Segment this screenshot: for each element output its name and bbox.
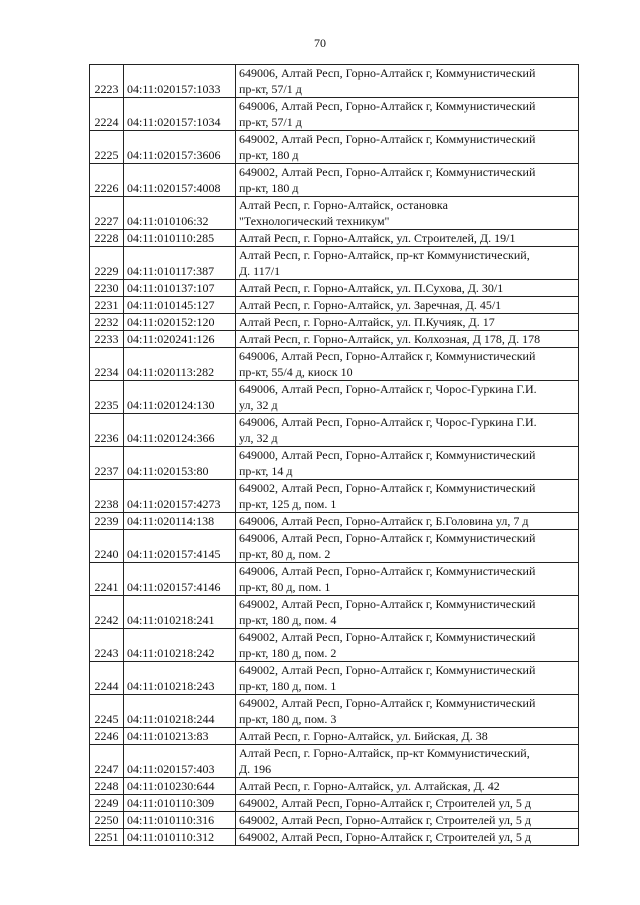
table-row	[90, 829, 579, 846]
address-cell	[236, 247, 579, 280]
table-row	[90, 65, 579, 98]
row-number-cell: 2226	[90, 164, 124, 197]
row-number-cell: 2227	[90, 197, 124, 230]
address-cell	[236, 745, 579, 778]
address-line: Алтай Респ, г. Горно-Алтайск, ул. П.Кучияк, Д. 17	[239, 315, 495, 329]
row-number-cell: 2251	[90, 829, 124, 846]
row-number-cell: 2246	[90, 728, 124, 745]
address-line: 649006, Алтай Респ, Горно-Алтайск г, Чорос-Гуркина Г.И.	[239, 415, 537, 429]
row-number-cell: 2247	[90, 745, 124, 778]
table-row	[90, 563, 579, 596]
row-number-cell: 2250	[90, 812, 124, 829]
address-cell	[236, 164, 579, 197]
address-line: пр-кт, 180 д	[239, 181, 299, 195]
cadastral-number-cell: 04:11:010117:387	[124, 247, 236, 280]
table-row	[90, 629, 579, 662]
address-line: пр-кт, 55/4 д, киоск 10	[239, 365, 353, 379]
table-row	[90, 596, 579, 629]
address-line: Алтай Респ, г. Горно-Алтайск, пр-кт Коммунистический,	[239, 248, 530, 262]
address-line: пр-кт, 80 д, пом. 1	[239, 580, 331, 594]
address-line: Д. 117/1	[239, 264, 281, 278]
address-line: Алтай Респ, г. Горно-Алтайск, ул. П.Сухова, Д. 30/1	[239, 281, 504, 295]
table-row	[90, 131, 579, 164]
table-row	[90, 447, 579, 480]
address-cell	[236, 98, 579, 131]
row-number-cell: 2235	[90, 381, 124, 414]
row-number-cell: 2224	[90, 98, 124, 131]
address-cell	[236, 314, 579, 331]
address-line: ул, 32 д	[239, 398, 278, 412]
row-number-cell: 2244	[90, 662, 124, 695]
row-number-cell: 2238	[90, 480, 124, 513]
row-number-cell: 2225	[90, 131, 124, 164]
address-line: пр-кт, 180 д, пом. 2	[239, 646, 337, 660]
row-number-cell: 2248	[90, 778, 124, 795]
address-cell	[236, 414, 579, 447]
address-line: пр-кт, 57/1 д	[239, 115, 302, 129]
table-row	[90, 695, 579, 728]
row-number-cell: 2223	[90, 65, 124, 98]
cadastral-number-cell: 04:11:020157:4008	[124, 164, 236, 197]
address-line: Алтай Респ, г. Горно-Алтайск, пр-кт Коммунистический,	[239, 746, 530, 760]
address-cell	[236, 596, 579, 629]
address-line: 649006, Алтай Респ, Горно-Алтайск г, Коммунистический	[239, 531, 536, 545]
address-line: 649006, Алтай Респ, Горно-Алтайск г, Коммунистический	[239, 349, 536, 363]
row-number-cell: 2242	[90, 596, 124, 629]
cadastral-number-cell: 04:11:010230:644	[124, 778, 236, 795]
row-number-cell: 2233	[90, 331, 124, 348]
cadastral-number-cell: 04:11:020157:3606	[124, 131, 236, 164]
cadastral-number-cell: 04:11:010218:243	[124, 662, 236, 695]
table-row	[90, 662, 579, 695]
registry-body	[90, 65, 579, 846]
page-number: 70	[314, 36, 326, 50]
row-number-cell: 2240	[90, 530, 124, 563]
table-row	[90, 314, 579, 331]
cadastral-number-cell: 04:11:010213:83	[124, 728, 236, 745]
row-number-cell: 2241	[90, 563, 124, 596]
row-number-cell: 2232	[90, 314, 124, 331]
cadastral-number-cell: 04:11:020153:80	[124, 447, 236, 480]
cadastral-number-cell: 04:11:020113:282	[124, 348, 236, 381]
cadastral-number-cell: 04:11:020157:4145	[124, 530, 236, 563]
address-line: 649002, Алтай Респ, Горно-Алтайск г, Строителей ул, 5 д	[239, 830, 532, 844]
cadastral-number-cell: 04:11:010137:107	[124, 280, 236, 297]
table-row	[90, 164, 579, 197]
table-row	[90, 280, 579, 297]
address-line: "Технологический техникум"	[239, 214, 390, 228]
row-number-cell: 2228	[90, 230, 124, 247]
address-line: пр-кт, 180 д, пом. 3	[239, 712, 337, 726]
address-line: 649002, Алтай Респ, Горно-Алтайск г, Строителей ул, 5 д	[239, 796, 532, 810]
address-line: 649002, Алтай Респ, Горно-Алтайск г, Коммунистический	[239, 481, 536, 495]
cadastral-number-cell: 04:11:020157:1034	[124, 98, 236, 131]
table-row	[90, 297, 579, 314]
address-cell	[236, 728, 579, 745]
row-number-cell: 2249	[90, 795, 124, 812]
address-line: Алтай Респ, г. Горно-Алтайск, ул. Заречная, Д. 45/1	[239, 298, 502, 312]
row-number-cell: 2230	[90, 280, 124, 297]
table-row	[90, 812, 579, 829]
address-line: Алтай Респ, г. Горно-Алтайск, остановка	[239, 198, 448, 212]
table-row	[90, 414, 579, 447]
cadastral-number-cell: 04:11:020241:126	[124, 331, 236, 348]
address-cell	[236, 480, 579, 513]
table-row	[90, 480, 579, 513]
address-cell	[236, 348, 579, 381]
cadastral-number-cell: 04:11:020157:4146	[124, 563, 236, 596]
address-cell	[236, 381, 579, 414]
cadastral-number-cell: 04:11:020157:403	[124, 745, 236, 778]
table-row	[90, 530, 579, 563]
address-line: Д. 196	[239, 762, 272, 776]
address-line: 649000, Алтай Респ, Горно-Алтайск г, Коммунистический	[239, 448, 536, 462]
address-line: пр-кт, 57/1 д	[239, 82, 302, 96]
address-line: 649002, Алтай Респ, Горно-Алтайск г, Коммунистический	[239, 663, 536, 677]
table-row	[90, 230, 579, 247]
address-cell	[236, 795, 579, 812]
address-cell	[236, 197, 579, 230]
table-row	[90, 331, 579, 348]
row-number-cell: 2245	[90, 695, 124, 728]
address-line: Алтай Респ, г. Горно-Алтайск, ул. Строителей, Д. 19/1	[239, 231, 516, 245]
address-line: 649002, Алтай Респ, Горно-Алтайск г, Коммунистический	[239, 696, 536, 710]
address-line: 649002, Алтай Респ, Горно-Алтайск г, Коммунистический	[239, 132, 536, 146]
address-cell	[236, 131, 579, 164]
address-cell	[236, 513, 579, 530]
row-number-cell: 2231	[90, 297, 124, 314]
cadastral-number-cell: 04:11:020157:1033	[124, 65, 236, 98]
address-cell	[236, 530, 579, 563]
cadastral-number-cell: 04:11:010218:244	[124, 695, 236, 728]
address-line: 649006, Алтай Респ, Горно-Алтайск г, Чорос-Гуркина Г.И.	[239, 382, 537, 396]
cadastral-number-cell: 04:11:010106:32	[124, 197, 236, 230]
address-cell	[236, 563, 579, 596]
row-number-cell: 2239	[90, 513, 124, 530]
address-cell	[236, 812, 579, 829]
cadastral-number-cell: 04:11:010110:312	[124, 829, 236, 846]
address-line: пр-кт, 80 д, пом. 2	[239, 547, 331, 561]
address-line: 649006, Алтай Респ, Горно-Алтайск г, Коммунистический	[239, 564, 536, 578]
address-line: Алтай Респ, г. Горно-Алтайск, ул. Алтайская, Д. 42	[239, 779, 500, 793]
registry-table	[89, 64, 579, 846]
address-line: 649006, Алтай Респ, Горно-Алтайск г, Б.Головина ул, 7 д	[239, 514, 529, 528]
address-cell	[236, 280, 579, 297]
address-cell	[236, 695, 579, 728]
address-line: 649002, Алтай Респ, Горно-Алтайск г, Коммунистический	[239, 630, 536, 644]
cadastral-number-cell: 04:11:010110:309	[124, 795, 236, 812]
table-row	[90, 513, 579, 530]
address-line: 649006, Алтай Респ, Горно-Алтайск г, Коммунистический	[239, 66, 536, 80]
address-line: 649002, Алтай Респ, Горно-Алтайск г, Коммунистический	[239, 165, 536, 179]
cadastral-number-cell: 04:11:010145:127	[124, 297, 236, 314]
address-cell	[236, 447, 579, 480]
address-line: Алтай Респ, г. Горно-Алтайск, ул. Бийская, Д. 38	[239, 729, 488, 743]
cadastral-number-cell: 04:11:010218:242	[124, 629, 236, 662]
address-line: пр-кт, 14 д	[239, 464, 293, 478]
cadastral-number-cell: 04:11:020114:138	[124, 513, 236, 530]
address-line: пр-кт, 125 д, пом. 1	[239, 497, 337, 511]
row-number-cell: 2236	[90, 414, 124, 447]
table-row	[90, 348, 579, 381]
table-row	[90, 795, 579, 812]
address-line: пр-кт, 180 д, пом. 1	[239, 679, 337, 693]
table-row	[90, 98, 579, 131]
cadastral-number-cell: 04:11:020157:4273	[124, 480, 236, 513]
row-number-cell: 2234	[90, 348, 124, 381]
row-number-cell: 2243	[90, 629, 124, 662]
address-cell	[236, 65, 579, 98]
address-line: ул, 32 д	[239, 431, 278, 445]
table-row	[90, 728, 579, 745]
table-row	[90, 381, 579, 414]
address-cell	[236, 331, 579, 348]
table-row	[90, 197, 579, 230]
address-line: 649006, Алтай Респ, Горно-Алтайск г, Коммунистический	[239, 99, 536, 113]
row-number-cell: 2237	[90, 447, 124, 480]
cadastral-number-cell: 04:11:020124:366	[124, 414, 236, 447]
address-line: Алтай Респ, г. Горно-Алтайск, ул. Колхозная, Д 178, Д. 178	[239, 332, 541, 346]
address-line: 649002, Алтай Респ, Горно-Алтайск г, Строителей ул, 5 д	[239, 813, 532, 827]
cadastral-number-cell: 04:11:020124:130	[124, 381, 236, 414]
cadastral-number-cell: 04:11:010110:285	[124, 230, 236, 247]
cadastral-number-cell: 04:11:020152:120	[124, 314, 236, 331]
table-row	[90, 247, 579, 280]
address-cell	[236, 297, 579, 314]
cadastral-number-cell: 04:11:010110:316	[124, 812, 236, 829]
address-line: пр-кт, 180 д	[239, 148, 299, 162]
address-cell	[236, 829, 579, 846]
address-cell	[236, 778, 579, 795]
address-cell	[236, 629, 579, 662]
row-number-cell: 2229	[90, 247, 124, 280]
cadastral-number-cell: 04:11:010218:241	[124, 596, 236, 629]
address-cell	[236, 662, 579, 695]
table-row	[90, 745, 579, 778]
table-row	[90, 778, 579, 795]
address-line: 649002, Алтай Респ, Горно-Алтайск г, Коммунистический	[239, 597, 536, 611]
address-line: пр-кт, 180 д, пом. 4	[239, 613, 337, 627]
address-cell	[236, 230, 579, 247]
